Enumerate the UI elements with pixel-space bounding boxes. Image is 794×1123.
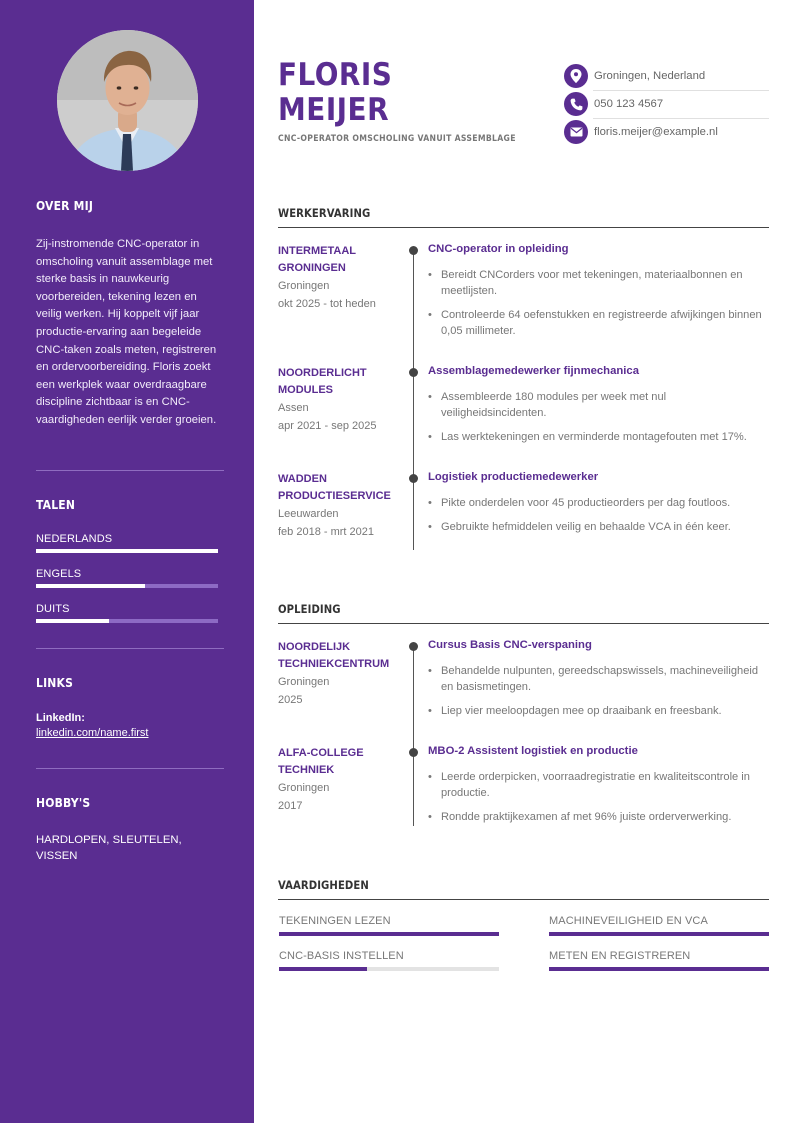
contact-email	[564, 118, 769, 146]
achievement-list	[428, 267, 769, 347]
skill-level-fill	[279, 932, 499, 936]
achievement-item: • Controleerde 64 oefenstukken en registreerde afwijkingen binnen 0,05 millimeter.	[428, 307, 769, 339]
language-name: DUITS	[36, 603, 70, 615]
languages-section	[36, 498, 224, 623]
job-role: Assemblagemedewerker fijnmechanica	[428, 365, 639, 377]
skill-level-bar	[549, 932, 769, 936]
school-name: NOORDELIJK TECHNIEKCENTRUM	[278, 641, 390, 670]
first-name: FLORIS	[278, 57, 393, 93]
course-name: MBO-2 Assistent logistiek en productie	[428, 745, 638, 757]
last-name: MEIJER	[278, 92, 390, 128]
skill-level-bar	[279, 967, 499, 971]
contact-phone	[564, 90, 769, 118]
section-rule	[278, 623, 769, 624]
language-level-bar	[36, 584, 218, 588]
employer-name: WADDEN PRODUCTIESERVICE	[278, 473, 391, 502]
timeline-dot	[409, 642, 418, 651]
language-item	[36, 533, 224, 553]
school-city: Groningen	[278, 782, 330, 794]
education-detail-item: • Liep vier meeloopdagen mee op draaibank en freesbank.	[428, 703, 769, 719]
skill-item	[549, 915, 769, 936]
course-name: Cursus Basis CNC-verspaning	[428, 639, 592, 651]
language-item	[36, 603, 224, 623]
languages-heading: TALEN	[36, 498, 76, 512]
timeline-dot	[409, 474, 418, 483]
timeline-dot	[409, 246, 418, 255]
about-text: Zij-instromende CNC-operator in omscholing vanuit assemblage met sterke basis in nauwkeurig voorbereiden, tekening lezen en veilig werken. Hij koppelt vijf jaar productie-ervaring aan begeleide CNC-taken zoals meten, registreren en ordervoorbereiding. Floris zoekt een werkplek waar overdraagbare discipline zichtbaar is en CNC-vaardigheden eerlijk verder groeien.	[36, 238, 217, 426]
candidate-name	[278, 58, 392, 128]
achievement-item: • Las werktekeningen en verminderde montagefouten met 17%.	[428, 429, 769, 445]
achievement-item: • Assembleerde 180 modules per week met nul veiligheidsincidenten.	[428, 389, 769, 421]
skill-name: MACHINEVEILIGHEID EN VCA	[549, 915, 708, 927]
achievement-item: • Bereidt CNCorders voor met tekeningen, materiaalbonnen en meetlijsten.	[428, 267, 769, 299]
education-detail-list	[428, 663, 769, 727]
achievement-list	[428, 389, 769, 453]
skill-level-fill	[549, 932, 769, 936]
about-heading: OVER MIJ	[36, 199, 94, 213]
language-name: ENGELS	[36, 568, 82, 580]
section-rule	[278, 227, 769, 228]
skill-item	[549, 950, 769, 971]
employment-period: feb 2018 - mrt 2021	[278, 526, 375, 538]
employer-city: Assen	[278, 402, 309, 414]
link-label: LinkedIn:	[36, 712, 85, 724]
skill-name: CNC-BASIS INSTELLEN	[279, 950, 404, 962]
achievement-item: • Pikte onderdelen voor 45 productieorders per dag foutloos.	[428, 495, 769, 511]
links-section	[36, 676, 224, 739]
email-text[interactable]: floris.meijer@example.nl	[594, 126, 718, 138]
education-detail-item: • Rondde praktijkexamen af met 96% juiste orderverwerking.	[428, 809, 769, 825]
language-name: NEDERLANDS	[36, 533, 113, 545]
experience-timeline	[413, 248, 414, 550]
about-section	[36, 199, 224, 430]
employer-name: INTERMETAAL GRONINGEN	[278, 245, 356, 274]
achievement-item: • Gebruikte hefmiddelen veilig en behaalde VCA in één keer.	[428, 519, 769, 535]
education-heading: OPLEIDING	[278, 603, 341, 616]
contact-location	[564, 62, 769, 90]
job-role: Logistiek productiemedewerker	[428, 471, 599, 483]
employer-block	[278, 471, 402, 541]
skill-item	[279, 950, 499, 971]
language-level-fill	[36, 619, 109, 623]
skill-level-fill	[279, 967, 367, 971]
employment-period: apr 2021 - sep 2025	[278, 420, 377, 432]
language-level-bar	[36, 549, 218, 553]
skills-heading: VAARDIGHEDEN	[278, 879, 369, 892]
timeline-dot	[409, 368, 418, 377]
divider	[36, 470, 224, 471]
profile-photo	[57, 30, 198, 171]
language-level-fill	[36, 549, 218, 553]
education-detail-item: • Behandelde nulpunten, gereedschapswissels, machineveiligheid en basismetingen.	[428, 663, 769, 695]
employer-block	[278, 243, 402, 313]
employer-block	[278, 365, 402, 435]
hobbies-text: HARDLOPEN, SLEUTELEN, VISSEN	[36, 834, 182, 862]
education-timeline	[413, 644, 414, 826]
phone-icon	[564, 92, 588, 116]
linkedin-link[interactable]: linkedin.com/name.first	[36, 727, 149, 739]
school-block	[278, 639, 402, 709]
section-rule	[278, 899, 769, 900]
person-portrait-icon	[57, 30, 198, 171]
hobbies-section	[36, 796, 224, 864]
location-pin-icon	[564, 64, 588, 88]
education-detail-list	[428, 769, 769, 833]
sidebar	[0, 0, 254, 1123]
experience-heading: WERKERVARING	[278, 207, 371, 220]
skill-name: METEN EN REGISTREREN	[549, 950, 691, 962]
skill-level-bar	[549, 967, 769, 971]
education-detail-item: • Leerde orderpicken, voorraadregistratie en kwaliteitscontrole in productie.	[428, 769, 769, 801]
school-name: ALFA-COLLEGE TECHNIEK	[278, 747, 364, 776]
education-year: 2017	[278, 800, 303, 812]
skill-level-bar	[279, 932, 499, 936]
job-subtitle: CNC-OPERATOR OMSCHOLING VANUIT ASSEMBLAGE	[278, 134, 516, 144]
skill-item	[279, 915, 499, 936]
skill-name: TEKENINGEN LEZEN	[279, 915, 391, 927]
phone-text: 050 123 4567	[594, 98, 664, 110]
employment-period: okt 2025 - tot heden	[278, 298, 376, 310]
location-text: Groningen, Nederland	[594, 70, 706, 82]
divider	[36, 768, 224, 769]
employer-city: Leeuwarden	[278, 508, 339, 520]
timeline-dot	[409, 748, 418, 757]
job-role: CNC-operator in opleiding	[428, 243, 569, 255]
school-city: Groningen	[278, 676, 330, 688]
divider	[36, 648, 224, 649]
hobbies-heading: HOBBY'S	[36, 796, 91, 810]
language-level-bar	[36, 619, 218, 623]
employer-name: NOORDERLICHT MODULES	[278, 367, 367, 396]
skill-level-fill	[549, 967, 769, 971]
envelope-icon	[564, 120, 588, 144]
school-block	[278, 745, 402, 815]
language-item	[36, 568, 224, 588]
achievement-list	[428, 495, 769, 543]
employer-city: Groningen	[278, 280, 330, 292]
language-level-fill	[36, 584, 145, 588]
education-year: 2025	[278, 694, 303, 706]
links-heading: LINKS	[36, 676, 74, 690]
